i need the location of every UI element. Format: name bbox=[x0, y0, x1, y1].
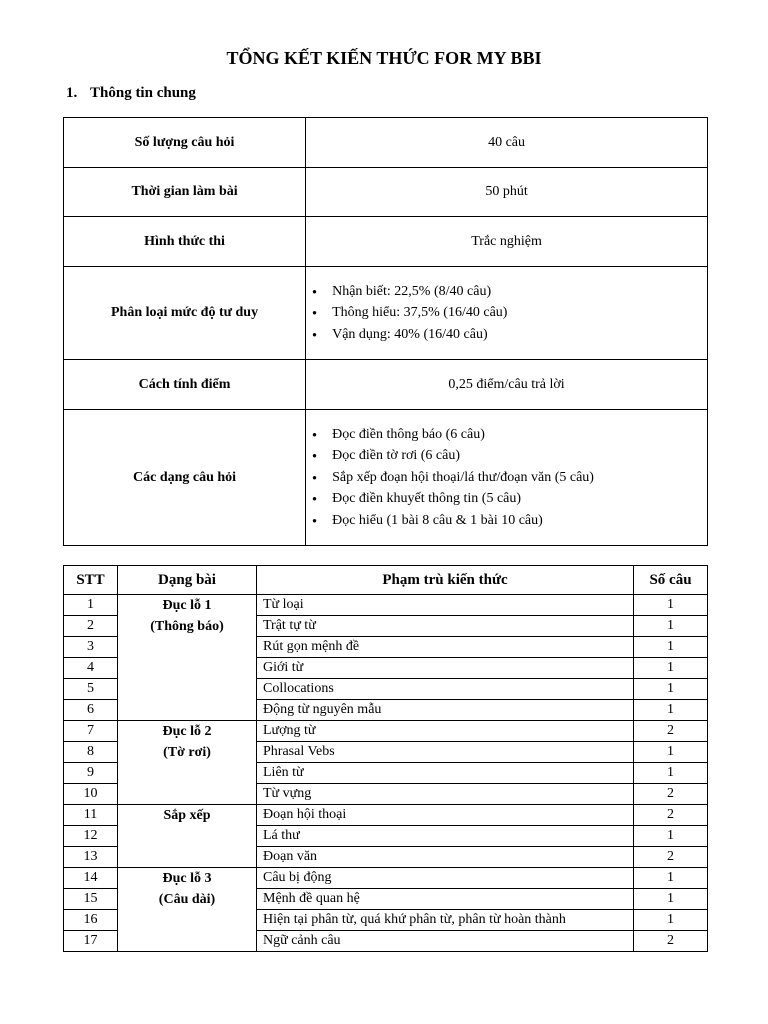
question-type-name: Sắp xếp bbox=[163, 808, 211, 823]
question-type-name: Đục lỗ 1 bbox=[162, 598, 212, 613]
topic-cell: Giới từ bbox=[257, 658, 634, 679]
stt-cell: 1 bbox=[64, 595, 118, 616]
info-value: Trắc nghiệm bbox=[306, 217, 708, 267]
info-row bbox=[64, 168, 708, 217]
topic-cell: Collocations bbox=[257, 679, 634, 700]
count-cell: 2 bbox=[634, 721, 708, 742]
topic-cell: Từ loại bbox=[257, 595, 634, 616]
topic-cell: Từ vựng bbox=[257, 784, 634, 805]
count-cell: 1 bbox=[634, 658, 708, 679]
topic-cell: Liên từ bbox=[257, 763, 634, 784]
topic-cell: Mệnh đề quan hệ bbox=[257, 889, 634, 910]
topic-cell: Trật tự từ bbox=[257, 616, 634, 637]
topic-cell: Lá thư bbox=[257, 826, 634, 847]
topic-cell: Hiện tại phân từ, quá khứ phân từ, phân từ hoàn thành bbox=[257, 910, 634, 931]
stt-cell: 3 bbox=[64, 637, 118, 658]
question-type-cell bbox=[118, 805, 257, 868]
stt-cell: 13 bbox=[64, 847, 118, 868]
list-item: ● Đọc điền tờ rơi (6 câu) bbox=[332, 445, 706, 467]
info-label: Phân loại mức độ tư duy bbox=[64, 267, 306, 360]
topic-cell: Rút gọn mệnh đề bbox=[257, 637, 634, 658]
count-cell: 1 bbox=[634, 700, 708, 721]
header-count: Số câu bbox=[634, 566, 708, 595]
count-cell: 1 bbox=[634, 595, 708, 616]
document-title: TỔNG KẾT KIẾN THỨC FOR MY BBI bbox=[226, 48, 542, 68]
stt-cell: 10 bbox=[64, 784, 118, 805]
list-item: ● Đọc hiểu (1 bài 8 câu & 1 bài 10 câu) bbox=[332, 510, 706, 532]
question-type-sub: (Thông báo) bbox=[150, 619, 224, 634]
info-value: 0,25 điểm/câu trả lời bbox=[306, 360, 708, 410]
count-cell: 1 bbox=[634, 763, 708, 784]
info-value-list bbox=[306, 267, 708, 360]
topic-cell: Động từ nguyên mẫu bbox=[257, 700, 634, 721]
stt-cell: 2 bbox=[64, 616, 118, 637]
question-type-cell bbox=[118, 595, 257, 721]
stt-cell: 11 bbox=[64, 805, 118, 826]
topic-cell: Đoạn hội thoại bbox=[257, 805, 634, 826]
section-number: 1. bbox=[66, 85, 78, 101]
count-cell: 1 bbox=[634, 637, 708, 658]
header-stt: STT bbox=[64, 566, 118, 595]
question-type-name: Đục lỗ 2 bbox=[162, 724, 212, 739]
section-title: Thông tin chung bbox=[90, 85, 196, 101]
stt-cell: 12 bbox=[64, 826, 118, 847]
count-cell: 2 bbox=[634, 931, 708, 952]
list-item: ● Sắp xếp đoạn hội thoại/lá thư/đoạn văn (5 câu) bbox=[332, 467, 706, 489]
topic-cell: Phrasal Vebs bbox=[257, 742, 634, 763]
list-item: ● Nhận biết: 22,5% (8/40 câu) bbox=[332, 281, 706, 303]
section-heading bbox=[66, 85, 196, 102]
list-item: ● Thông hiểu: 37,5% (16/40 câu) bbox=[332, 302, 706, 324]
list-item: ● Đọc điền thông báo (6 câu) bbox=[332, 424, 706, 446]
stt-cell: 6 bbox=[64, 700, 118, 721]
topic-cell: Đoạn văn bbox=[257, 847, 634, 868]
list-item: ● Đọc điền khuyết thông tin (5 câu) bbox=[332, 488, 706, 510]
table-row bbox=[64, 721, 708, 742]
info-label: Thời gian làm bài bbox=[64, 168, 306, 217]
topic-cell: Ngữ cảnh câu bbox=[257, 931, 634, 952]
info-row bbox=[64, 217, 708, 267]
knowledge-table bbox=[63, 565, 708, 952]
topic-cell: Lượng từ bbox=[257, 721, 634, 742]
info-label: Hình thức thi bbox=[64, 217, 306, 267]
count-cell: 2 bbox=[634, 784, 708, 805]
stt-cell: 5 bbox=[64, 679, 118, 700]
topic-cell: Câu bị động bbox=[257, 868, 634, 889]
count-cell: 1 bbox=[634, 679, 708, 700]
stt-cell: 16 bbox=[64, 910, 118, 931]
stt-cell: 8 bbox=[64, 742, 118, 763]
count-cell: 1 bbox=[634, 910, 708, 931]
header-type: Dạng bài bbox=[118, 566, 257, 595]
table-row bbox=[64, 868, 708, 889]
question-type-cell bbox=[118, 868, 257, 952]
info-label: Số lượng câu hỏi bbox=[64, 118, 306, 168]
stt-cell: 7 bbox=[64, 721, 118, 742]
stt-cell: 14 bbox=[64, 868, 118, 889]
question-type-name: Đục lỗ 3 bbox=[162, 871, 212, 886]
stt-cell: 17 bbox=[64, 931, 118, 952]
info-value: 40 câu bbox=[306, 118, 708, 168]
stt-cell: 9 bbox=[64, 763, 118, 784]
general-info-table bbox=[63, 117, 708, 546]
table-row bbox=[64, 595, 708, 616]
info-value-list bbox=[306, 410, 708, 546]
info-row bbox=[64, 267, 708, 360]
table-header-row bbox=[64, 566, 708, 595]
stt-cell: 15 bbox=[64, 889, 118, 910]
info-row bbox=[64, 118, 708, 168]
info-label: Cách tính điểm bbox=[64, 360, 306, 410]
stt-cell: 4 bbox=[64, 658, 118, 679]
count-cell: 1 bbox=[634, 616, 708, 637]
count-cell: 1 bbox=[634, 742, 708, 763]
info-row bbox=[64, 410, 708, 546]
count-cell: 1 bbox=[634, 889, 708, 910]
question-type-sub: (Câu dài) bbox=[158, 892, 216, 907]
info-value: 50 phút bbox=[306, 168, 708, 217]
table-row bbox=[64, 805, 708, 826]
count-cell: 1 bbox=[634, 826, 708, 847]
count-cell: 2 bbox=[634, 805, 708, 826]
question-type-cell bbox=[118, 721, 257, 805]
info-label: Các dạng câu hỏi bbox=[64, 410, 306, 546]
header-topic: Phạm trù kiến thức bbox=[257, 566, 634, 595]
count-cell: 2 bbox=[634, 847, 708, 868]
count-cell: 1 bbox=[634, 868, 708, 889]
question-type-sub: (Tờ rơi) bbox=[163, 745, 211, 760]
info-row bbox=[64, 360, 708, 410]
list-item: ● Vận dụng: 40% (16/40 câu) bbox=[332, 324, 706, 346]
